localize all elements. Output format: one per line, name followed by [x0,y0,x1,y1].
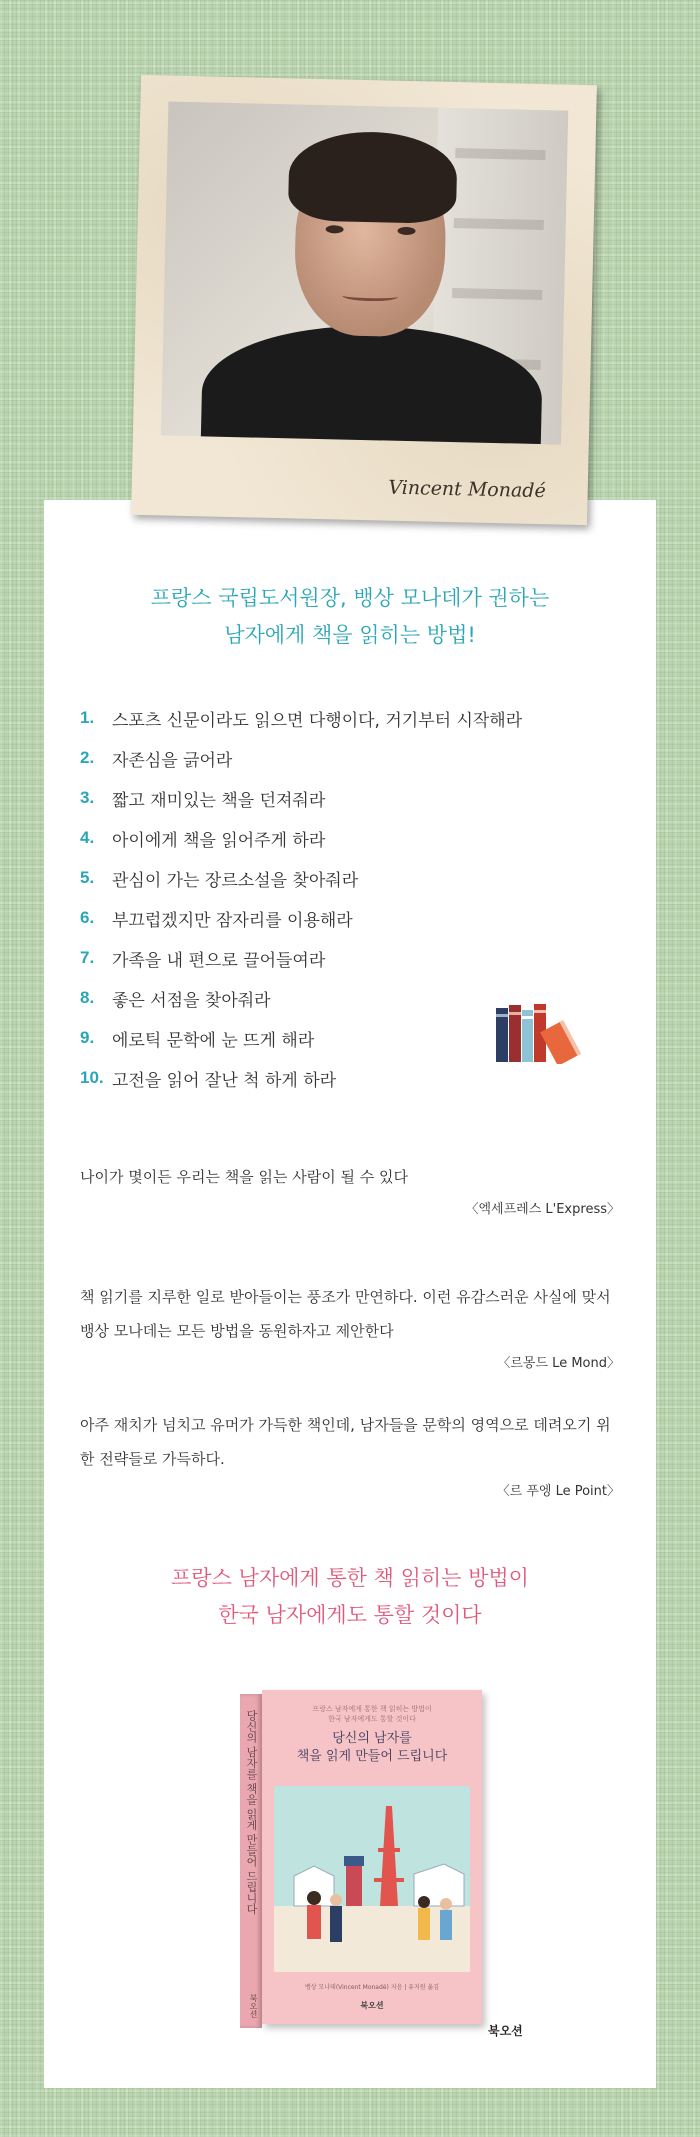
list-item [80,778,522,818]
quote-source: 〈르몽드 Le Mond〉 [497,1356,620,1371]
tip-number: 6. [80,908,95,927]
review-quote [80,1280,620,1371]
list-item [80,858,522,898]
list-item [80,1058,522,1098]
list-item [80,898,522,938]
tip-list [80,698,522,1098]
author-polaroid [131,75,597,525]
tip-text: 에로틱 문학에 눈 뜨게 해라 [112,1030,315,1051]
spine-publisher: 북오션 [249,1994,258,2018]
quote-text: 책 읽기를 지루한 일로 받아들이는 풍조가 만연하다. 이런 유감스러운 사실에 맞서 뱅상 모나데는 모든 방법을 동원하자고 제안한다 [80,1288,611,1340]
tip-text: 자존심을 긁어라 [112,750,233,771]
book-spine [240,1694,262,2028]
list-item [80,938,522,978]
tip-number: 9. [80,1028,95,1047]
tip-number: 3. [80,788,95,807]
tip-text: 고전을 읽어 잘난 척 하게 하라 [112,1070,337,1091]
book-cover-image [240,1690,482,2028]
content-card [44,500,656,2088]
tip-number: 4. [80,828,95,847]
list-item [80,818,522,858]
tip-text: 짧고 재미있는 책을 던져줘라 [112,790,326,811]
list-item [80,698,522,738]
quote-source: 〈르 푸엥 Le Point〉 [496,1484,620,1499]
tip-number: 8. [80,988,95,1007]
headline-top-line2: 남자에게 책을 읽히는 방법! [224,623,476,647]
publisher-label: 북오션 [488,2024,523,2038]
review-quote [80,1160,620,1217]
tip-text: 가족을 내 편으로 끌어들여라 [112,950,326,971]
books-icon [490,1002,590,1064]
review-quote [80,1408,620,1499]
author-signature: Vincent Monadé [388,476,546,503]
tip-number: 7. [80,948,95,967]
headline-bottom [44,1560,656,1634]
tip-text: 관심이 가는 장르소설을 찾아줘라 [112,870,359,891]
book-front [262,1690,482,2024]
book-title-line2: 책을 읽게 만들어 드립니다 [296,1749,448,1764]
tip-text: 좋은 서점을 찾아줘라 [112,990,271,1011]
book-author: 뱅상 모나데(Vincent Monadé) 지음 | 유지원 옮김 [304,1984,440,1991]
tip-text: 부끄럽겠지만 잠자리를 이용해라 [112,910,353,931]
book-tagline [262,1704,482,1724]
tip-number: 1. [80,708,95,727]
tip-number: 10. [80,1068,104,1087]
book-title [262,1730,482,1766]
author-photo [161,102,568,445]
book-logo: 북오션 [360,2001,384,2010]
quote-source: 〈엑세프레스 L'Express〉 [465,1202,620,1217]
quote-text: 아주 재치가 넘치고 유머가 가득한 책인데, 남자들을 문학의 영역으로 데려오기 위한 전략들로 가득하다. [80,1416,611,1468]
book-tagline-line1: 프랑스 남자에게 통한 책 읽히는 방법이 [312,1705,432,1713]
tip-number: 2. [80,748,95,767]
author-hair [288,130,458,224]
headline-top-line1: 프랑스 국립도서원장, 뱅상 모나데가 권하는 [150,586,550,610]
list-item [80,978,522,1018]
author-eyes [325,225,415,237]
list-item [80,738,522,778]
tip-text: 아이에게 책을 읽어주게 하라 [112,830,326,851]
book-title-line1: 당신의 남자를 [332,1731,412,1746]
list-item [80,1018,522,1058]
headline-bottom-line1: 프랑스 남자에게 통한 책 읽히는 방법이 [171,1566,529,1590]
headline-top [44,580,656,654]
tip-number: 5. [80,868,95,887]
spine-title: 당신의 남자를 책을 읽게 만들어 드립니다 [245,1710,258,1915]
book-tagline-line2: 한국 남자에게도 통할 것이다 [328,1715,416,1723]
headline-bottom-line2: 한국 남자에게도 통할 것이다 [218,1603,482,1627]
tip-text: 스포츠 신문이라도 읽으면 다행이다, 거기부터 시작해라 [112,710,523,731]
quote-text: 나이가 몇이든 우리는 책을 읽는 사람이 될 수 있다 [80,1168,408,1186]
book-illustration [274,1786,470,1972]
